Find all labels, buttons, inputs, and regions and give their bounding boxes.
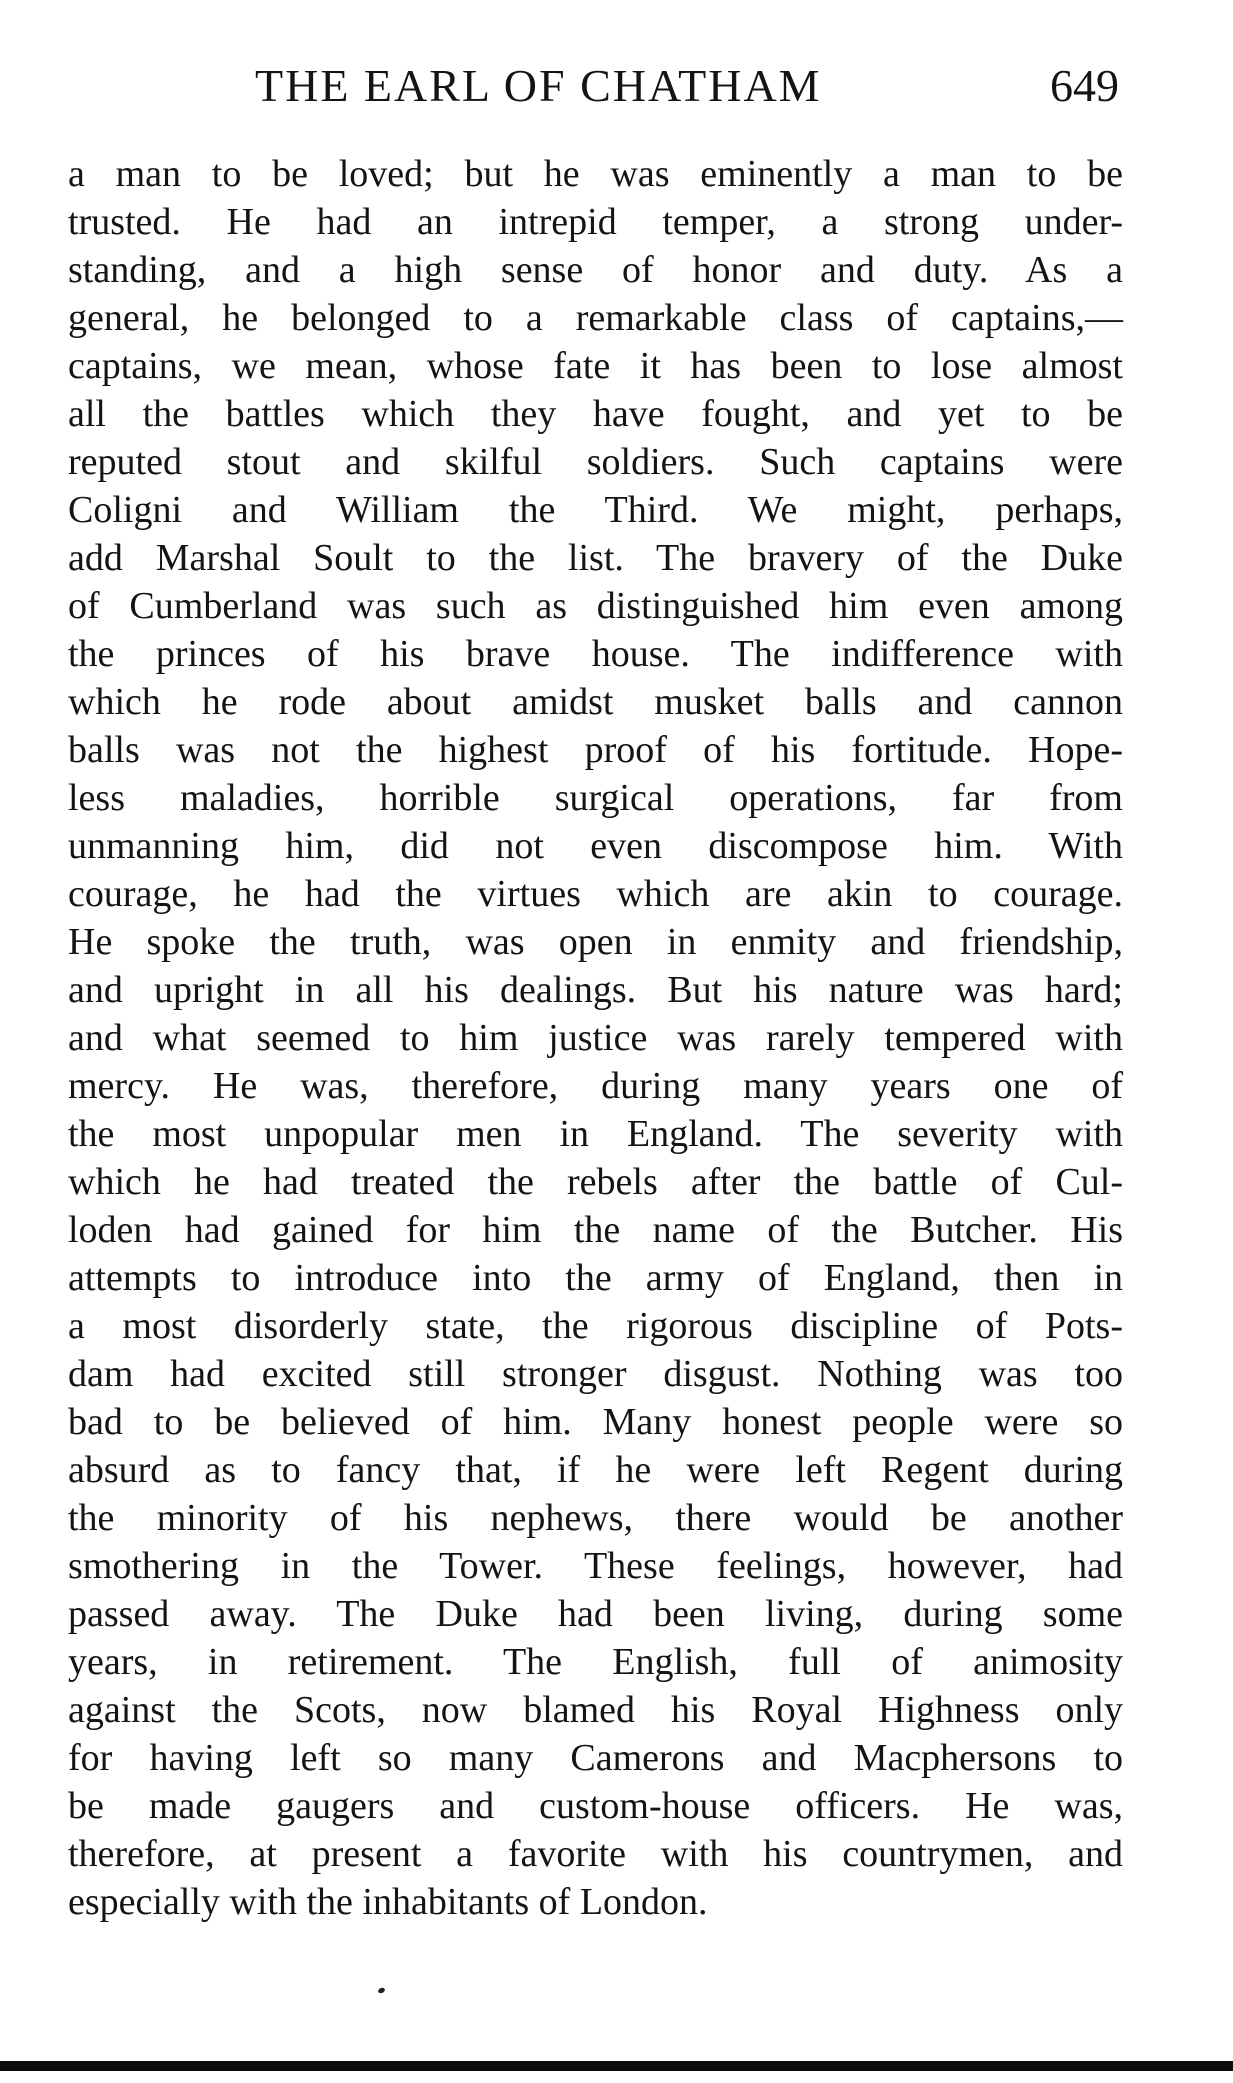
text-line: a most disorderly state, the rigorous discipline of Pots- bbox=[68, 1305, 1123, 1347]
text-line: trusted. He had an intrepid temper, a strong under- bbox=[68, 201, 1123, 243]
text-line: passed away. The Duke had been living, during some bbox=[68, 1593, 1123, 1635]
page-header bbox=[0, 56, 1233, 116]
text-line: courage, he had the virtues which are akin to courage. bbox=[68, 873, 1123, 915]
text-line: of Cumberland was such as distinguished him even among bbox=[68, 585, 1123, 627]
bottom-rule bbox=[0, 2061, 1233, 2071]
text-line: a man to be loved; but he was eminently a man to be bbox=[68, 153, 1123, 195]
text-line: He spoke the truth, was open in enmity and friendship, bbox=[68, 921, 1123, 963]
text-line: reputed stout and skilful soldiers. Such captains were bbox=[68, 441, 1123, 483]
text-line: the most unpopular men in England. The severity with bbox=[68, 1113, 1123, 1155]
text-line: the princes of his brave house. The indifference with bbox=[68, 633, 1123, 675]
text-line: mercy. He was, therefore, during many years one of bbox=[68, 1065, 1123, 1107]
text-line: standing, and a high sense of honor and duty. As a bbox=[68, 249, 1123, 291]
text-line: therefore, at present a favorite with his countrymen, and bbox=[68, 1833, 1123, 1875]
text-line: be made gaugers and custom-house officers. He was, bbox=[68, 1785, 1123, 1827]
ink-speck bbox=[377, 1987, 385, 1994]
text-line: unmanning him, did not even discompose him. With bbox=[68, 825, 1123, 867]
text-line: captains, we mean, whose fate it has been to lose almost bbox=[68, 345, 1123, 387]
text-line: loden had gained for him the name of the Butcher. His bbox=[68, 1209, 1123, 1251]
text-line: especially with the inhabitants of London. bbox=[68, 1881, 708, 1923]
text-line: the minority of his nephews, there would be another bbox=[68, 1497, 1123, 1539]
text-line: bad to be believed of him. Many honest people were so bbox=[68, 1401, 1123, 1443]
page-number: 649 bbox=[1050, 60, 1119, 111]
text-line: balls was not the highest proof of his fortitude. Hope- bbox=[68, 729, 1123, 771]
text-line: for having left so many Camerons and Macphersons to bbox=[68, 1737, 1123, 1779]
body-text bbox=[68, 150, 1123, 1926]
text-line: which he had treated the rebels after the battle of Cul- bbox=[68, 1161, 1123, 1203]
text-line: attempts to introduce into the army of England, then in bbox=[68, 1257, 1123, 1299]
text-line: less maladies, horrible surgical operations, far from bbox=[68, 777, 1123, 819]
text-line: smothering in the Tower. These feelings, however, had bbox=[68, 1545, 1123, 1587]
text-line: all the battles which they have fought, and yet to be bbox=[68, 393, 1123, 435]
text-line: absurd as to fancy that, if he were left Regent during bbox=[68, 1449, 1123, 1491]
running-title: THE EARL OF CHATHAM bbox=[255, 60, 822, 111]
text-line: against the Scots, now blamed his Royal Highness only bbox=[68, 1689, 1123, 1731]
text-line: dam had excited still stronger disgust. Nothing was too bbox=[68, 1353, 1123, 1395]
text-line: years, in retirement. The English, full of animosity bbox=[68, 1641, 1123, 1683]
text-line: which he rode about amidst musket balls and cannon bbox=[68, 681, 1123, 723]
text-line: and upright in all his dealings. But his nature was hard; bbox=[68, 969, 1123, 1011]
text-line: add Marshal Soult to the list. The bravery of the Duke bbox=[68, 537, 1123, 579]
text-line: and what seemed to him justice was rarely tempered with bbox=[68, 1017, 1123, 1059]
text-line: general, he belonged to a remarkable class of captains,— bbox=[68, 297, 1123, 339]
text-line: Coligni and William the Third. We might, perhaps, bbox=[68, 489, 1123, 531]
